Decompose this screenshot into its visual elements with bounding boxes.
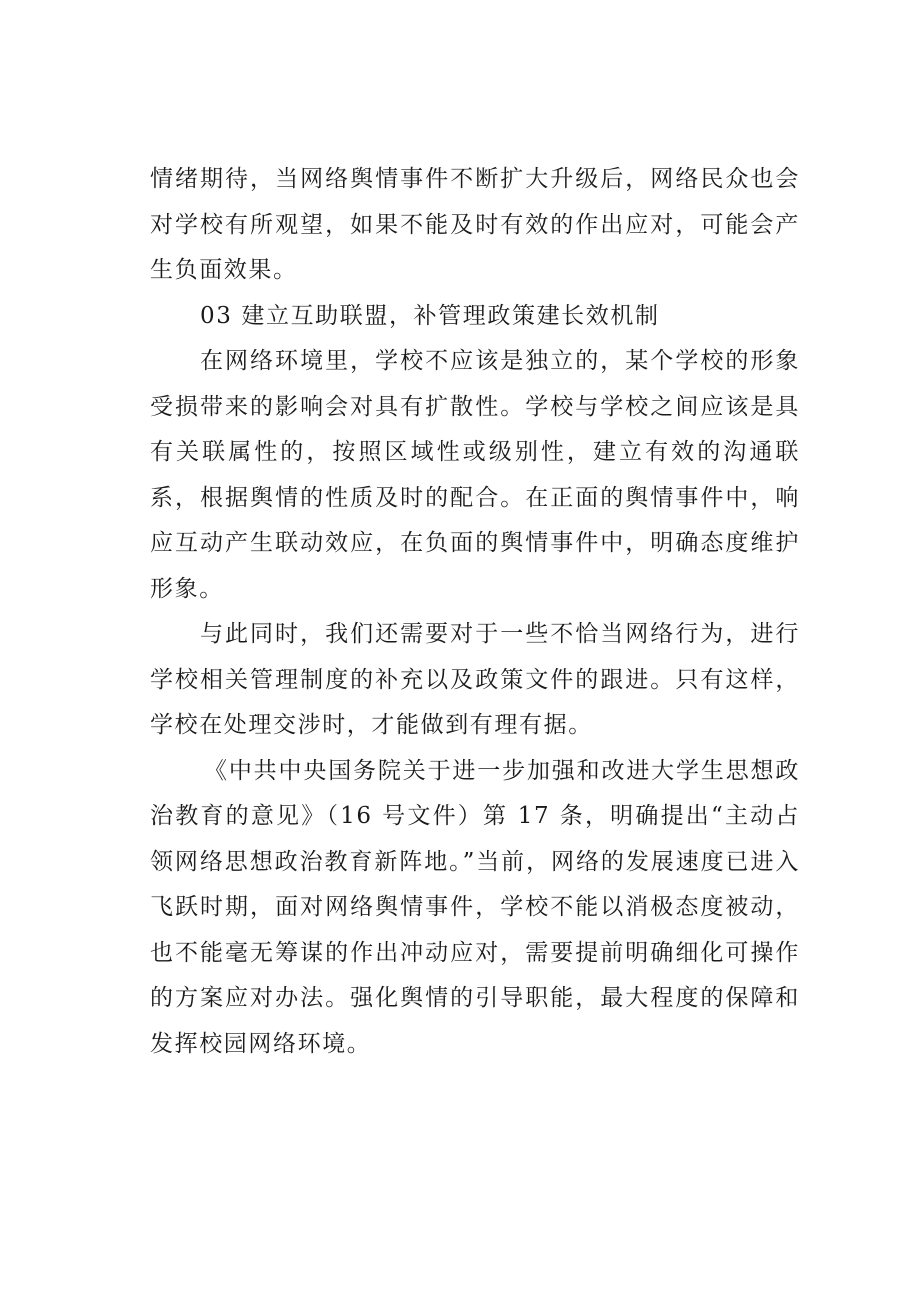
paragraph-continuation: 情绪期待，当网络舆情事件不断扩大升级后，网络民众也会对学校有所观望，如果不能及时有效的作出应对，可能会产生负面效果。 bbox=[150, 166, 800, 283]
paragraph-document-quote: 《中共中央国务院关于进一步加强和改进大学生思想政治教育的意见》（16 号文件）第 17 条，明确提出“主动占领网络思想政治教育新阵地。”当前，网络的发展速度已进入飞跃时期，面对网络舆情事件，学校不能以消极态度被动，也不能毫无筹谋的作出冲动应对，需要提前明确细化可操作的方案应对办法。强化舆情的引导职能，最大程度的保障和发挥校园网络环境。 bbox=[150, 757, 800, 1057]
paragraph-alliance: 在网络环境里，学校不应该是独立的，某个学校的形象受损带来的影响会对具有扩散性。学校与学校之间应该是具有关联属性的，按照区域性或级别性，建立有效的沟通联系，根据舆情的性质及时的配合。在正面的舆情事件中，响应互动产生联动效应，在负面的舆情事件中，明确态度维护形象。 bbox=[150, 348, 800, 602]
section-heading: 03 建立互助联盟，补管理政策建长效机制 bbox=[200, 302, 660, 329]
document-body bbox=[150, 157, 800, 1067]
paragraph-policy: 与此同时，我们还需要对于一些不恰当网络行为，进行学校相关管理制度的补充以及政策文件的跟进。只有这样，学校在处理交涉时，才能做到有理有据。 bbox=[150, 621, 800, 738]
